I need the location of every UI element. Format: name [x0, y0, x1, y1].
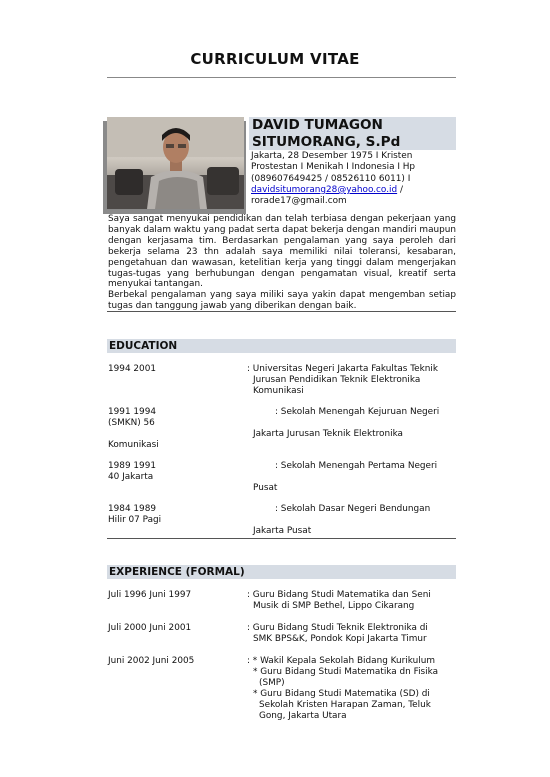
profile-summary	[108, 214, 456, 312]
education-period-3: 1989 1991	[108, 461, 156, 471]
experience-detail-1b: Musik di SMP Bethel, Lippo Cikarang	[253, 601, 415, 611]
candidate-name	[252, 117, 457, 150]
email-link-primary[interactable]: davidsitumorang28@yahoo.co.id	[251, 184, 398, 195]
education-detail-2b: (SMKN) 56	[108, 418, 155, 428]
title-divider	[107, 77, 456, 78]
experience-detail-3c: (SMP)	[259, 678, 285, 688]
experience-period-1: Juli 1996 Juni 1997	[108, 590, 192, 600]
education-heading: EDUCATION	[109, 340, 178, 352]
experience-detail-3a: : * Wakil Kepala Sekolah Bidang Kurikulum	[247, 656, 435, 666]
summary-paragraph-1: Saya sangat menyukai pendidikan dan telah terbiasa dengan pekerjaan yang banyak dalam waktu yang padat serta dapat bekerja dengan mandiri maupun dengan kerjasama tim. Berdasarkan pengalaman yang saya peroleh dari bekerja selama 23 thn adalah saya memiliki nilai toleransi, kesabaran, pengetahuan dan wawasan, ketelitian kerja yang tinggi dalam mengerjakan tugas-tugas yang berhubungan dengan pengamatan visual, kreatif serta menyukai tantangan.	[108, 214, 457, 290]
email-separator: /	[397, 184, 403, 195]
summary-divider	[107, 311, 456, 312]
education-detail-1b: Jurusan Pendidikan Teknik Elektronika	[253, 375, 421, 385]
education-detail-3a: : Sekolah Menengah Pertama Negeri	[275, 461, 438, 471]
experience-detail-3b: * Guru Bidang Studi Matematika dn Fisika	[253, 667, 439, 677]
name-line-2: SITUMORANG, S.Pd	[252, 133, 401, 150]
experience-detail-1a: : Guru Bidang Studi Matematika dan Seni	[247, 590, 431, 600]
contact-info	[251, 151, 456, 207]
education-detail-2c: Jakarta Jurusan Teknik Elektronika	[253, 429, 404, 439]
education-detail-2a: : Sekolah Menengah Kejuruan Negeri	[275, 407, 440, 417]
contact-line-3: (089607649425 / 08526110 6011) I	[251, 173, 411, 184]
summary-paragraph-2: Berbekal pengalaman yang saya miliki saya yakin dapat mengemban setiap tugas dan tanggung jawab yang diberikan dengan baik.	[108, 290, 456, 312]
education-detail-2d: Komunikasi	[108, 440, 159, 450]
document-title: CURRICULUM VITAE	[190, 50, 360, 68]
education-period-1: 1994 2001	[108, 364, 156, 374]
contact-line-2: Prostestan I Menikah I Indonesia I Hp	[251, 162, 416, 173]
education-detail-1a: : Universitas Negeri Jakarta Fakultas Teknik	[247, 364, 438, 374]
education-divider	[107, 538, 456, 539]
email-secondary: rorade17@gmail.com	[251, 196, 347, 207]
experience-detail-2a: : Guru Bidang Studi Teknik Elektronika di	[247, 623, 428, 633]
education-detail-3c: Pusat	[253, 483, 278, 493]
education-detail-3b: 40 Jakarta	[108, 472, 154, 482]
profile-photo	[107, 117, 244, 209]
education-detail-4c: Jakarta Pusat	[253, 526, 312, 536]
education-period-4: 1984 1989	[108, 504, 156, 514]
education-detail-1c: Komunikasi	[253, 386, 304, 396]
education-period-2: 1991 1994	[108, 407, 156, 417]
experience-detail-2b: SMK BPS&K, Pondok Kopi Jakarta Timur	[253, 634, 427, 644]
education-detail-4a: : Sekolah Dasar Negeri Bendungan	[275, 504, 431, 514]
name-line-1: DAVID TUMAGON	[252, 117, 383, 133]
experience-period-2: Juli 2000 Juni 2001	[108, 623, 192, 633]
email-line	[251, 185, 456, 196]
experience-detail-3d: * Guru Bidang Studi Matematika (SD) di	[253, 689, 430, 699]
education-detail-4b: Hilir 07 Pagi	[108, 515, 162, 525]
experience-detail-3e: Sekolah Kristen Harapan Zaman, Teluk	[259, 700, 431, 710]
experience-period-3: Juni 2002 Juni 2005	[108, 656, 195, 666]
contact-line-1: Jakarta, 28 Desember 1975 I Kristen	[251, 151, 413, 161]
experience-detail-3f: Gong, Jakarta Utara	[259, 711, 347, 721]
experience-heading: EXPERIENCE (FORMAL)	[109, 566, 245, 578]
